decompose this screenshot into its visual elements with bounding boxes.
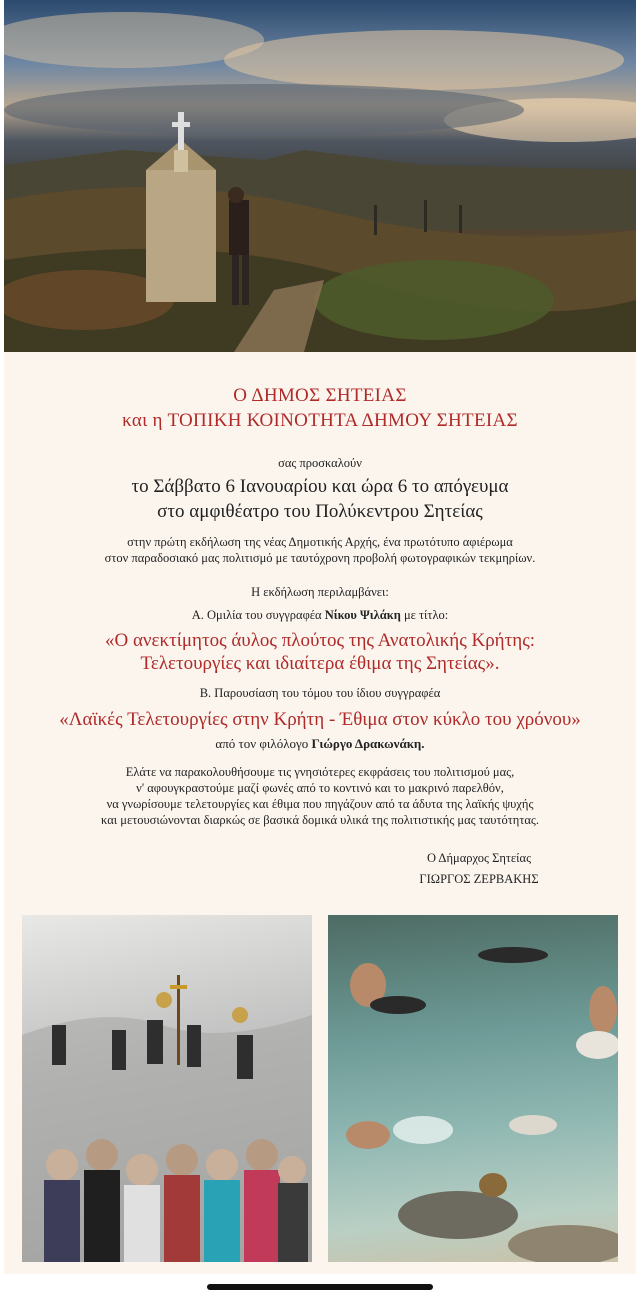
closing-line-1: Ελάτε να παρακολουθήσουμε τις γνησιότερες εκφράσεις του πολιτισμού μας, xyxy=(125,765,515,779)
intro-line-1: στην πρώτη εκδήλωση της νέας Δημοτικής Αρχής, ένα πρωτότυπο αφιέρωμα xyxy=(127,535,513,549)
closing-line-3: να γνωρίσουμε τελετουργίες και έθιμα που πηγάζουν από τα άδυτα της λαϊκής ψυχής xyxy=(106,797,534,811)
talk-title-line-1: «Ο ανεκτίμητος άυλος πλούτος της Ανατολικής Κρήτης: xyxy=(105,630,535,651)
program-heading: Η εκδήλωση περιλαμβάνει: xyxy=(251,585,389,599)
presenter-line xyxy=(4,736,636,752)
program-item-a xyxy=(4,608,636,623)
speaker-name: Νίκου Ψιλάκη xyxy=(324,608,401,622)
book-title: «Λαϊκές Τελετουργίες στην Κρήτη - Έθιμα στον κύκλο του χρόνου» xyxy=(59,709,581,730)
photo-sea-animals xyxy=(328,915,618,1262)
presenter-prefix: από τον φιλόλογο xyxy=(215,736,309,751)
event-venue: στο αμφιθέατρο του Πολύκεντρου Σητείας xyxy=(157,501,483,522)
item-a-suffix: με τίτλο: xyxy=(403,608,449,622)
event-date: το Σάββατο 6 Ιανουαρίου και ώρα 6 το απόγευμα xyxy=(131,476,509,497)
talk-title-line-2: Τελετουργίες και ιδιαίτερα έθιμα της Σητείας». xyxy=(140,653,500,674)
intro-line-2: στον παραδοσιακό μας πολιτισμό με ταυτόχρονη προβολή φωτογραφικών τεκμηρίων. xyxy=(104,551,536,565)
invite-text: σας προσκαλούν xyxy=(278,456,362,470)
mayor-title: Ο Δήμαρχος Σητείας xyxy=(426,851,532,865)
invitation-card xyxy=(4,0,636,1274)
organizer-line-1: Ο ΔΗΜΟΣ ΣΗΤΕΙΑΣ xyxy=(233,385,407,406)
closing-line-4: και μετουσιώνονται διαρκώς σε βασικά δομικά υλικά της πολιτιστικής μας ταυτότητας. xyxy=(101,813,539,827)
home-indicator[interactable] xyxy=(207,1284,433,1290)
mayor-name: ΓΙΩΡΓΟΣ ΖΕΡΒΑΚΗΣ xyxy=(419,872,539,886)
photo-procession xyxy=(22,915,312,1262)
sea-illustration xyxy=(328,915,618,1262)
item-a-prefix: Α. Ομιλία του συγγραφέα xyxy=(191,608,322,622)
hero-photo-illustration xyxy=(4,0,636,352)
program-item-b: Β. Παρουσίαση του τόμου του ίδιου συγγραφέα xyxy=(199,686,441,700)
organizer-line-2: και η ΤΟΠΙΚΗ ΚΟΙΝΟΤΗΤΑ ΔΗΜΟΥ ΣΗΤΕΙΑΣ xyxy=(122,410,518,431)
hero-photo-chapel-landscape xyxy=(4,0,636,352)
procession-illustration xyxy=(22,915,312,1262)
closing-line-2: ν' αφουγκραστούμε μαζί φωνές από το κοντινό και το μακρινό παρελθόν, xyxy=(136,781,504,795)
presenter-name: Γιώργο Δρακωνάκη. xyxy=(311,736,425,751)
